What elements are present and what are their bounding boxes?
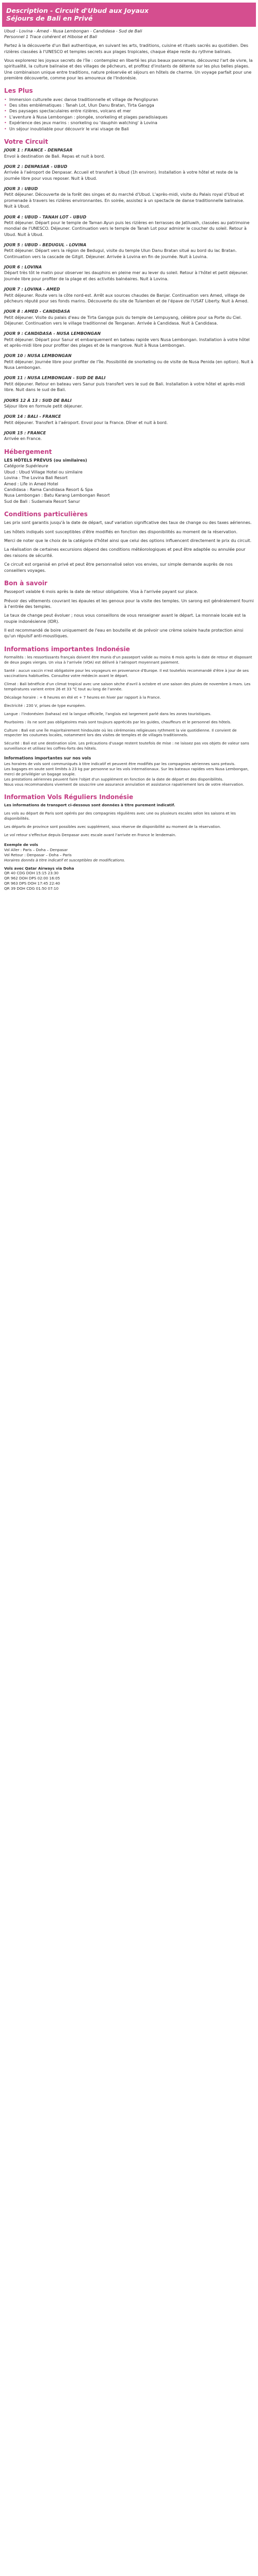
day-text: Petit déjeuner. Transfert à l'aéroport. Envol pour la France. Dîner et nuit à bord. [4,420,168,425]
hotels-intro: LES HÔTELS PRÉVUS (ou similaires) [4,458,87,463]
day-text: Arrivée en France. [4,436,42,442]
day-text: Petit déjeuner. Départ pour le temple de Taman Ayun puis les rizières en terrasses de Jatiluwih, classées au patrimoine mondial de l'UNESCO. Déjeuner. Continuation vers le temple de Tanah Lot pour admirer le coucher du soleil. Retour à Ubud. Nuit à Ubud. [4,220,250,237]
flight-route: Vol Retour : Denpasar – Doha – Paris [4,852,72,857]
info-paragraph: Santé : aucun vaccin n'est obligatoire pour les voyageurs en provenance d'Europe. Il est toutefois recommandé d'être à jour de ses vaccinations habituelles. Consultez votre médecin avant le départ. [4,668,249,678]
route-subtitle: Personnel 1 Trace cohérent et Hiboise et Bali [4,34,98,39]
day-text: Envol à destination de Bali. Repas et nuit à bord. [4,154,105,159]
day-title: JOUR 1 : FRANCE - DENPASAR [4,148,73,153]
day-block [4,147,254,159]
bullet-icon: • [4,109,7,114]
list-item [4,114,254,120]
day-title: JOUR 7 : LOVINA - AMED [4,287,60,292]
day-block [4,186,254,209]
info-paragraph: Décalage horaire : + 6 heures en été et + 7 heures en hiver par rapport à la France. [4,694,161,700]
day-block [4,398,254,410]
day-title: JOUR 5 : UBUD - BEDUGUL - LOVINA [4,242,87,247]
bon-a-savoir-paragraph: Passeport valable 6 mois après la date de retour obligatoire. Visa à l'arrivée payant sur place. [4,589,198,595]
vols-paragraph: Les vols au départ de Paris sont opérés par des compagnies régulières avec une ou plusieurs escales selon les saisons et les disponibilités. [4,811,236,821]
hotels-list [4,469,254,504]
header-banner [2,3,256,27]
day-block [4,375,254,393]
section-title-plus: Les Plus [4,87,33,95]
bullet-icon: • [4,126,7,131]
section-title-bon-a-savoir: Bon à savoir [4,579,47,587]
bullet-icon: • [4,103,7,108]
day-block [4,414,254,426]
info-paragraph: Formalités : les ressortissants français doivent être munis d'un passeport valide au moins 6 mois après la date de retour et disposant de deux pages vierges. Un visa à l'arrivée (VOA) est délivré à l'aéroport moyennant paiement. [4,655,252,665]
day-title: JOUR 15 : FRANCE [4,430,46,435]
day-title: JOURS 12 À 13 : SUD DE BALI [4,398,72,403]
section-title-circuit: Votre Circuit [4,138,49,145]
list-item [4,103,254,108]
flight-line: QR 963 DPS DOH 17:45 22:40 [4,881,60,886]
day-block [4,214,254,238]
day-title: JOUR 14 : BALI - FRANCE [4,414,61,419]
plus-list [4,97,254,132]
conditions-paragraph: La réalisation de certaines excursions dépend des conditions météorologiques et peut être adaptée ou annulée pour des raisons de sécurité. [4,547,246,558]
conditions-paragraph: Les prix sont garantis jusqu'à la date de départ, sauf variation significative des taux de change ou des taxes aériennes. [4,520,252,526]
day-title: JOUR 8 : AMED - CANDIDASA [4,309,70,314]
bullet-icon: • [4,114,7,120]
day-title: JOUR 3 : UBUD [4,187,38,192]
flight-line: QR 40 CDG DOH 15:15 23:30 [4,871,59,876]
flights-info-paragraph: Les prestations aériennes peuvent faire l'objet d'un supplément en fonction de la date de départ et des disponibilités. [4,776,223,782]
day-block [4,353,254,370]
hotel-item: Amed : Life in Amed Hotel [4,481,58,486]
bullet-icon: • [4,121,7,126]
info-paragraph: Langue : l'indonésien (bahasa) est la langue officielle, l'anglais est largement parlé dans les zones touristiques. [4,711,212,716]
hotels-category: Catégorie Supérieure [4,464,49,469]
day-title: JOUR 9 : CANDIDASA - NUSA LEMBONGAN [4,331,101,336]
day-block [4,242,254,260]
section-title-info-indonesie: Informations importantes Indonésie [4,645,130,653]
route-summary: Ubud - Lovina - Amed - Nusa Lembongan - Candidasa - Sud de Bali [4,28,142,33]
list-item-text: Immersion culturelle avec danse traditionnelle et village de Penglipuran [9,97,158,102]
conditions-paragraph: Ce circuit est organisé en privé et peut être personnalisé selon vos envies, sur simple demande auprès de nos conseillers voyages. [4,562,233,573]
section-title-conditions: Conditions particulières [4,510,88,518]
day-title: JOUR 4 : UBUD - TANAH LOT - UBUD [4,214,87,219]
flight-line: QR 962 DOH DPS 02:00 16:05 [4,876,60,881]
list-item-text: Un séjour inoubliable pour découvrir le vrai visage de Bali [9,126,129,131]
day-block [4,164,254,181]
bullet-icon: • [4,97,7,102]
day-block [4,309,254,326]
header-title-line-1: Description - Circuit d'Ubud aux Joyaux [6,7,149,14]
day-text: Petit déjeuner. Visite du palais d'eau de Tirta Gangga puis du temple de Lempuyang, célèbre pour sa Porte du Ciel. Déjeuner. Continuation vers le village traditionnel de Tenganan. Arrivée à Candidasa. Nuit à Candidasa. [4,315,242,326]
day-block [4,286,254,304]
conditions-paragraph: Les hôtels indiqués sont susceptibles d'être modifiés en fonction des disponibilités au moment de la réservation. [4,529,238,534]
bon-a-savoir-paragraph: Prévoir des vêtements couvrant les épaules et les genoux pour la visite des temples. Un sarong est généralement fourni à l'entrée des temples. [4,598,254,609]
flight-route: Vol Aller : Paris – Doha – Denpasar [4,847,68,852]
vols-paragraph: Les départs de province sont possibles avec supplément, sous réserve de disponibilité au moment de la réservation. [4,824,221,829]
day-title: JOUR 10 : NUSA LEMBONGAN [4,353,72,359]
hotel-item: Lovina : The Lovina Bali Resort [4,476,68,481]
info-paragraph: Climat : Bali bénéficie d'un climat tropical avec une saison sèche d'avril à octobre et une saison des pluies de novembre à mars. Les températures varient entre 26 et 33 °C tout au long de l'année. [4,681,251,691]
day-text: Petit déjeuner. Départ pour Sanur et embarquement en bateau rapide vers Nusa Lembongan. Installation à votre hôtel et après-midi libre pour profiter des plages et de la mangrove. Nuit à Nusa Lembongan. [4,337,250,348]
list-item-text: L'aventure à Nusa Lembongan : plongée, snorkeling et plages paradisiaques [9,114,168,120]
flights-other-title: Vols avec Qatar Airways via Doha [4,866,74,871]
main-content [0,27,258,892]
day-text: Petit déjeuner. Départ vers la région de Bedugul, visite du temple Ulun Danu Bratan situé au bord du lac Bratan. Continuation vers la cascade de Gitgit. Déjeuner. Arrivée à Lovina en fin de journée. Nuit à Lovina. [4,248,237,259]
hotel-item: Ubud : Ubud Village Hotel ou similaire [4,469,83,474]
day-title: JOUR 11 : NUSA LEMBONGAN - SUD DE BALI [4,376,106,381]
flights-note: Horaires donnés à titre indicatif et susceptibles de modifications. [4,857,125,862]
list-item [4,126,254,132]
hotel-item: Candidasa : Rama Candidasa Resort & Spa [4,487,93,492]
vols-intro: Les informations de transport ci-dessous sont données à titre purement indicatif. [4,803,175,808]
day-block [4,264,254,282]
hotel-item: Nusa Lembongan : Batu Karang Lembongan Resort [4,493,110,498]
day-text: Petit déjeuner. Route vers la côte nord-est. Arrêt aux sources chaudes de Banjar. Continuation vers Amed, village de pêcheurs réputé pour ses fonds marins. Découverte du site de Tulamben et de l'épave de l'USAT Liberty. Nuit à Amed. [4,293,249,303]
list-item-text: Expérience des jeux marins : snorkeling ou 'dauphin watching' à Lovina [9,121,157,126]
day-text: Départ très tôt le matin pour observer les dauphins en pleine mer au lever du soleil. Retour à l'hôtel et petit déjeuner. Journée libre pour profiter de la plage et des activités balnéaires. Nuit à Lovina. [4,270,249,281]
day-title: JOUR 2 : DENPASAR - UBUD [4,164,68,170]
day-text: Séjour libre en formule petit déjeuner. [4,403,83,409]
info-paragraph: Sécurité : Bali est une destination sûre. Les précautions d'usage restent toutefois de mise : ne laissez pas vos objets de valeur sans surveillance et utilisez les coffres-forts des hôtels. [4,741,249,751]
section-title-hebergement: Hébergement [4,448,52,455]
flight-line: QR 39 DOH CDG 01:50 07:10 [4,886,59,891]
day-block [4,430,254,442]
flights-info-title: Informations importantes sur nos vols [4,756,91,761]
description-paragraph: Vous explorerez les joyaux secrets de l'île : contemplez en liberté les plus beaux panoramas, découvrez l'art de vivre, la spiritualité, la culture balinaise et des villages de pêcheurs, et profitez d'instants de détente sur les plus belles plages. Une combinaison unique entre traditions, nature préservée et séjours en hôtels de charme. Un voyage parfait pour une première découverte, comme pour les amoureux de l'Indonésie. [4,58,253,81]
day-block [4,331,254,348]
bon-a-savoir-paragraph: Il est recommandé de boire uniquement de l'eau en bouteille et de prévoir une crème solaire haute protection ainsi qu'un répulsif anti-moustiques. [4,628,244,639]
flights-info-paragraph: Nous vous recommandons vivement de souscrire une assurance annulation et assistance rapatriement lors de votre réservation. [4,782,245,787]
conditions-paragraph: Merci de noter que le choix de la catégorie d'hôtel ainsi que celui des options influencent directement le prix du circuit. [4,538,252,544]
bon-a-savoir-paragraph: Le taux de change peut évoluer ; nous vous conseillons de vous renseigner avant le départ. La monnaie locale est la roupie indonésienne (IDR). [4,613,246,624]
list-item-text: Des paysages spectaculaires entre rizières, volcans et mer [9,109,131,114]
list-item [4,108,254,114]
list-item-text: Des sites emblématiques : Tanah Lot, Ulun Danu Bratan, Tirta Gangga [9,103,154,108]
vols-paragraph: Le vol retour s'effectue depuis Denpasar avec escale avant l'arrivée en France le lendemain. [4,832,176,837]
description-paragraph: Partez à la découverte d'un Bali authentique, en suivant les arts, traditions, cuisine et rituels sacrés au quotidien. Des rizières classées à l'UNESCO et temples secrets aux plages tropicales, chaque étape reste du rythme balinais. [4,43,249,54]
info-paragraph: Culture : Bali est une île majoritairement hindouiste où les cérémonies religieuses rythment la vie quotidienne. Il convient de respecter les coutumes locales, notamment lors des visites de temples et de villages traditionnels. [4,727,237,738]
example-flights-title: Exemple de vols [4,842,38,847]
flights-info-paragraph: Les bagages en soute sont limités à 23 kg par personne sur les vols internationaux. Sur les bateaux rapides vers Nusa Lembongan, merci de privilégier un bagage souple. [4,766,249,776]
hotel-item: Sud de Bali : Sudamala Resort Sanur [4,499,80,504]
day-text: Petit déjeuner. Retour en bateau vers Sanur puis transfert vers le sud de Bali. Installation à votre hôtel et après-midi libre. Nuit dans le sud de Bali. [4,381,245,393]
day-text: Petit déjeuner. Journée libre pour profiter de l'île. Possibilité de snorkeling ou de visite de Nusa Penida (en option). Nuit à Nusa Lembongan. [4,359,253,370]
day-text: Arrivée à l'aéroport de Denpasar. Accueil et transfert à Ubud (1h environ). Installation à votre hôtel et reste de la journée libre pour vous reposer. Nuit à Ubud. [4,170,238,181]
flights-info-paragraph: Les horaires de vols sont communiqués à titre indicatif et peuvent être modifiés par les compagnies aériennes sans préavis. [4,761,236,767]
header-title-line-2: Séjours de Bali en Privé [6,14,93,23]
section-title-vols: Information Vols Réguliers Indonésie [4,793,134,801]
day-title: JOUR 6 : LOVINA [4,265,42,270]
info-paragraph: Pourboires : ils ne sont pas obligatoires mais sont toujours appréciés par les guides, chauffeurs et le personnel des hôtels. [4,719,232,724]
info-paragraph: Électricité : 230 V, prises de type européen. [4,703,86,708]
day-text: Petit déjeuner. Découverte de la forêt des singes et du marché d'Ubud. L'après-midi, visite du Palais royal d'Ubud et promenade à travers les rizières environnantes. En soirée, assistez à un spectacle de danse traditionnelle balinaise. Nuit à Ubud. [4,192,245,209]
itinerary [4,147,254,442]
list-item [4,120,254,126]
list-item [4,97,254,103]
